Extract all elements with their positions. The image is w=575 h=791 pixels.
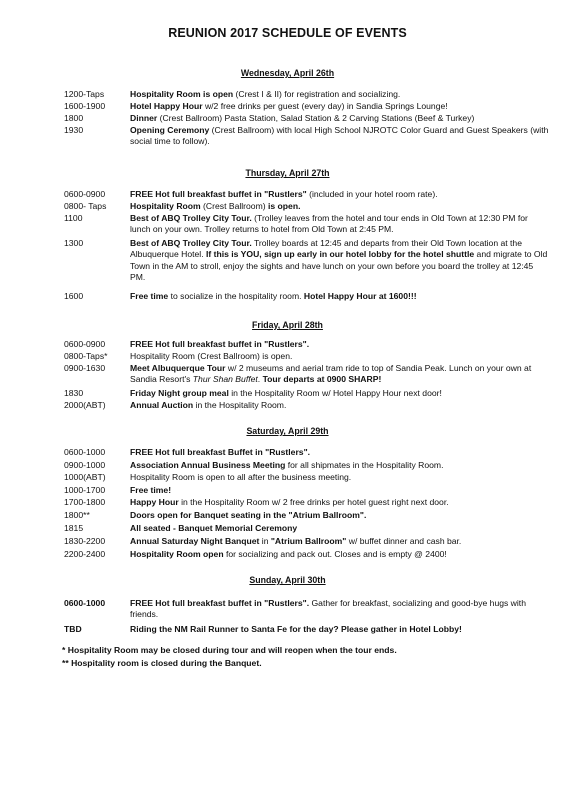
event-time: 0900-1000 — [64, 460, 106, 470]
event-time: 1300 — [64, 238, 84, 248]
event-description: Opening Ceremony (Crest Ballroom) with local High School NJROTC Color Guard and Guest Speakers (with social time to follow). — [130, 125, 549, 147]
day-heading-wednesday: Wednesday, April 26th — [240, 68, 335, 78]
event-time: 1830-2200 — [64, 536, 106, 546]
event-time: 2200-2400 — [64, 549, 106, 559]
event-description: FREE Hot full breakfast buffet in "Rustlers" (included in your hotel room rate). — [130, 189, 438, 199]
event-description: Best of ABQ Trolley City Tour. Trolley boards at 12:45 and departs from their Old Town location at the Albuquerque Hotel. If this is YOU, sign up early in our hotel lobby for the hotel shuttle and migrate to Old Town in the AM to stroll, enjoy the sights and have lunch on your own before you board the trolley at 12:45 PM. — [130, 238, 548, 283]
event-description: Free time! — [130, 485, 172, 495]
event-time: 1800** — [64, 510, 90, 520]
event-description: FREE Hot full breakfast buffet in "Rustlers". — [130, 339, 310, 349]
event-time: 0600-1000 — [64, 447, 106, 457]
event-time: 0800-Taps* — [64, 351, 108, 361]
event-time: 2000(ABT) — [64, 400, 106, 410]
event-time: 0600-0900 — [64, 189, 106, 199]
event-time: 1830 — [64, 388, 84, 398]
event-time: 0600-1000 — [64, 598, 106, 608]
event-time: TBD — [64, 624, 82, 634]
event-description: Doors open for Banquet seating in the "Atrium Ballroom". — [130, 510, 367, 520]
event-description: Happy Hour in the Hospitality Room w/ 2 free drinks per hotel guest right next door. — [130, 497, 449, 507]
event-description: All seated - Banquet Memorial Ceremony — [130, 523, 298, 533]
page-title: REUNION 2017 SCHEDULE OF EVENTS — [168, 26, 407, 40]
event-time: 1800 — [64, 113, 84, 123]
event-description: Hospitality Room (Crest Ballroom) is open. — [130, 201, 301, 211]
event-time: 0800- Taps — [64, 201, 107, 211]
event-description: Best of ABQ Trolley City Tour. (Trolley leaves from the hotel and tour ends in Old Town at 12:30 PM for lunch on your own. Trolley returns to hotel from Old Town at 2:45 PM. — [130, 213, 528, 235]
event-time: 1000-1700 — [64, 485, 106, 495]
event-description: Annual Auction in the Hospitality Room. — [130, 400, 287, 410]
event-time: 1200-Taps — [64, 89, 105, 99]
event-description: Hospitality Room is open (Crest I & II) for registration and socializing. — [130, 89, 401, 99]
event-time: 1815 — [64, 523, 84, 533]
event-description: Hospitality Room open for socializing and pack out. Closes and is empty @ 2400! — [130, 549, 447, 559]
event-description: Dinner (Crest Ballroom) Pasta Station, Salad Station & 2 Carving Stations (Beef & Turkey) — [130, 113, 475, 123]
day-heading-friday: Friday, April 28th — [252, 320, 323, 330]
event-time: 1930 — [64, 125, 84, 135]
event-time: 1100 — [64, 213, 83, 223]
event-time: 1000(ABT) — [64, 472, 106, 482]
event-description: FREE Hot full breakfast Buffet in "Rustlers". — [130, 447, 311, 457]
event-description: Free time to socialize in the hospitality room. Hotel Happy Hour at 1600!!! — [130, 291, 417, 301]
event-description: Association Annual Business Meeting for all shipmates in the Hospitality Room. — [130, 460, 444, 470]
event-time: 1600 — [64, 291, 84, 301]
day-heading-saturday: Saturday, April 29th — [246, 426, 329, 436]
event-time: 1700-1800 — [64, 497, 106, 507]
event-time: 0900-1630 — [64, 363, 106, 373]
event-description: Meet Albuquerque Tour w/ 2 museums and aerial tram ride to top of Sandia Peak. Lunch on your own at Sandia Resort's Thur Shan Buffet. Tour departs at 0900 SHARP! — [130, 363, 532, 385]
event-description: Riding the NM Rail Runner to Santa Fe for the day? Please gather in Hotel Lobby! — [130, 624, 462, 634]
day-heading-sunday: Sunday, April 30th — [249, 575, 326, 585]
footnote-banquet: ** Hospitality room is closed during the Banquet. — [62, 658, 262, 668]
event-time: 0600-0900 — [64, 339, 106, 349]
event-time: 1600-1900 — [64, 101, 106, 111]
day-heading-thursday: Thursday, April 27th — [245, 168, 330, 178]
event-description: Hospitality Room is open to all after the business meeting. — [130, 472, 352, 482]
event-description: Hospitality Room (Crest Ballroom) is open. — [130, 351, 293, 361]
footnote-tour: * Hospitality Room may be closed during tour and will reopen when the tour ends. — [62, 645, 397, 655]
event-description: Friday Night group meal in the Hospitality Room w/ Hotel Happy Hour next door! — [130, 388, 442, 398]
event-description: FREE Hot full breakfast buffet in "Rustlers". Gather for breakfast, socializing and good-bye hugs with friends. — [130, 598, 526, 620]
event-description: Annual Saturday Night Banquet in "Atrium Ballroom" w/ buffet dinner and cash bar. — [130, 536, 462, 546]
event-description: Hotel Happy Hour w/2 free drinks per guest (every day) in Sandia Springs Lounge! — [130, 101, 448, 111]
